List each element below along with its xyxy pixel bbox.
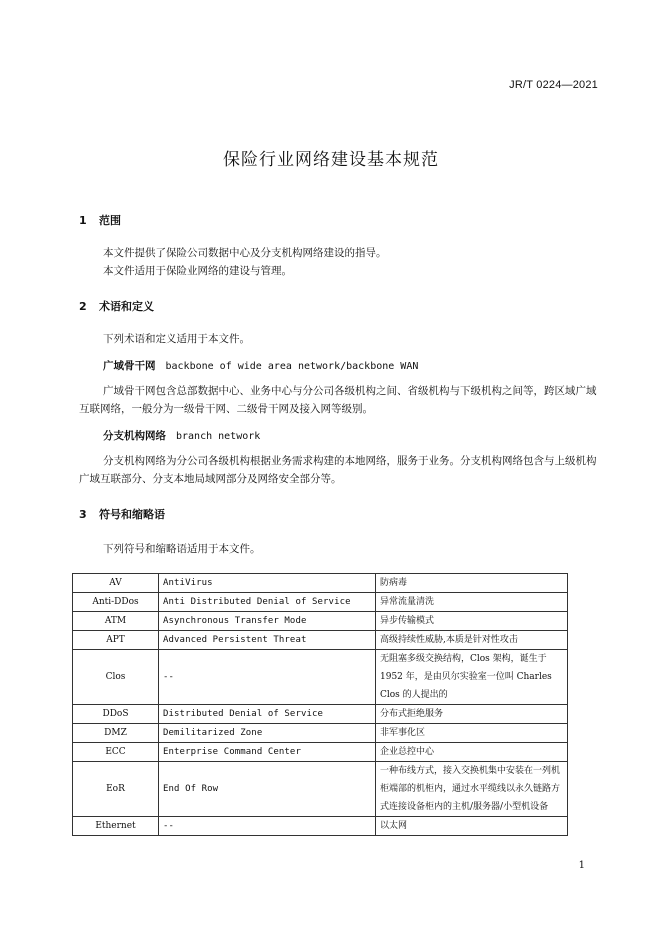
table-row (73, 705, 568, 724)
full-name-cell: AntiVirus (159, 574, 376, 593)
description-cell: 异常流量清洗 (376, 593, 568, 612)
section-title: 术语和定义 (99, 300, 154, 313)
term-entry (103, 358, 418, 373)
term-chinese: 广域骨干网 (103, 360, 156, 372)
section-title: 范围 (99, 214, 121, 227)
page-number: 1 (578, 860, 585, 871)
section-1-heading (79, 212, 121, 228)
abbr-cell: DDoS (73, 705, 159, 724)
table-row (73, 650, 568, 705)
full-name-cell: Anti Distributed Denial of Service (159, 593, 376, 612)
full-name-cell: Enterprise Command Center (159, 743, 376, 762)
section-title: 符号和缩略语 (99, 508, 165, 521)
page-title: 保险行业网络建设基本规范 (223, 150, 439, 170)
abbr-cell: DMZ (73, 724, 159, 743)
full-name-cell: Advanced Persistent Threat (159, 631, 376, 650)
table-row (73, 612, 568, 631)
abbr-cell: Clos (73, 650, 159, 705)
description-cell: 分布式拒绝服务 (376, 705, 568, 724)
section-3-heading (79, 506, 165, 522)
full-name-cell: -- (159, 817, 376, 836)
abbreviation-table (72, 573, 568, 836)
term-chinese: 分支机构网络 (103, 430, 166, 442)
table-row (73, 593, 568, 612)
abbr-cell: EoR (73, 762, 159, 817)
section-number: 2 (79, 300, 87, 313)
table-row (73, 574, 568, 593)
abbr-cell: AV (73, 574, 159, 593)
paragraph: 本文件适用于保险业网络的建设与管理。 (103, 265, 292, 277)
table-row (73, 743, 568, 762)
term-english: backbone of wide area network/backbone WAN (165, 361, 419, 372)
full-name-cell: Distributed Denial of Service (159, 705, 376, 724)
full-name-cell: End Of Row (159, 762, 376, 817)
abbr-cell: APT (73, 631, 159, 650)
document-number: JR/T 0224—2021 (509, 79, 598, 91)
full-name-cell: Asynchronous Transfer Mode (159, 612, 376, 631)
table-row (73, 631, 568, 650)
section-number: 3 (79, 508, 87, 521)
term-definition: 分支机构网络为分公司各级机构根据业务需求构建的本地网络，服务于业务。分支机构网络包含与上级机构广域互联部分、分支本地局域网部分及网络安全部分等。 (79, 455, 597, 485)
description-cell: 非军事化区 (376, 724, 568, 743)
table-row (73, 724, 568, 743)
section-2-heading (79, 298, 154, 314)
term-definition: 广域骨干网包含总部数据中心、业务中心与分公司各级机构之间、省级机构与下级机构之间等，跨区域广域互联网络，一般分为一级骨干网、二级骨干网及接入网等级别。 (79, 385, 597, 415)
full-name-cell: -- (159, 650, 376, 705)
term-english: branch network (176, 431, 261, 442)
description-cell: 一种布线方式，接入交换机集中安装在一列机柜端部的机柜内，通过水平缆线以永久链路方式连接设备柜内的主机/服务器/小型机设备 (376, 762, 568, 817)
description-cell: 高级持续性威胁,本质是针对性攻击 (376, 631, 568, 650)
full-name-cell: Demilitarized Zone (159, 724, 376, 743)
description-cell: 无阻塞多级交换结构，Clos 架构，诞生于 1952 年，是由贝尔实验室一位叫 Charles Clos 的人提出的 (376, 650, 568, 705)
abbr-cell: ECC (73, 743, 159, 762)
table-row (73, 817, 568, 836)
description-cell: 异步传输模式 (376, 612, 568, 631)
paragraph: 下列术语和定义适用于本文件。 (103, 333, 250, 345)
abbr-cell: Ethernet (73, 817, 159, 836)
table-row (73, 762, 568, 817)
abbr-cell: Anti-DDos (73, 593, 159, 612)
description-cell: 防病毒 (376, 574, 568, 593)
paragraph: 下列符号和缩略语适用于本文件。 (103, 543, 261, 555)
section-number: 1 (79, 214, 87, 227)
description-cell: 以太网 (376, 817, 568, 836)
term-entry (103, 428, 260, 443)
paragraph: 本文件提供了保险公司数据中心及分支机构网络建设的指导。 (103, 247, 387, 259)
description-cell: 企业总控中心 (376, 743, 568, 762)
abbr-cell: ATM (73, 612, 159, 631)
